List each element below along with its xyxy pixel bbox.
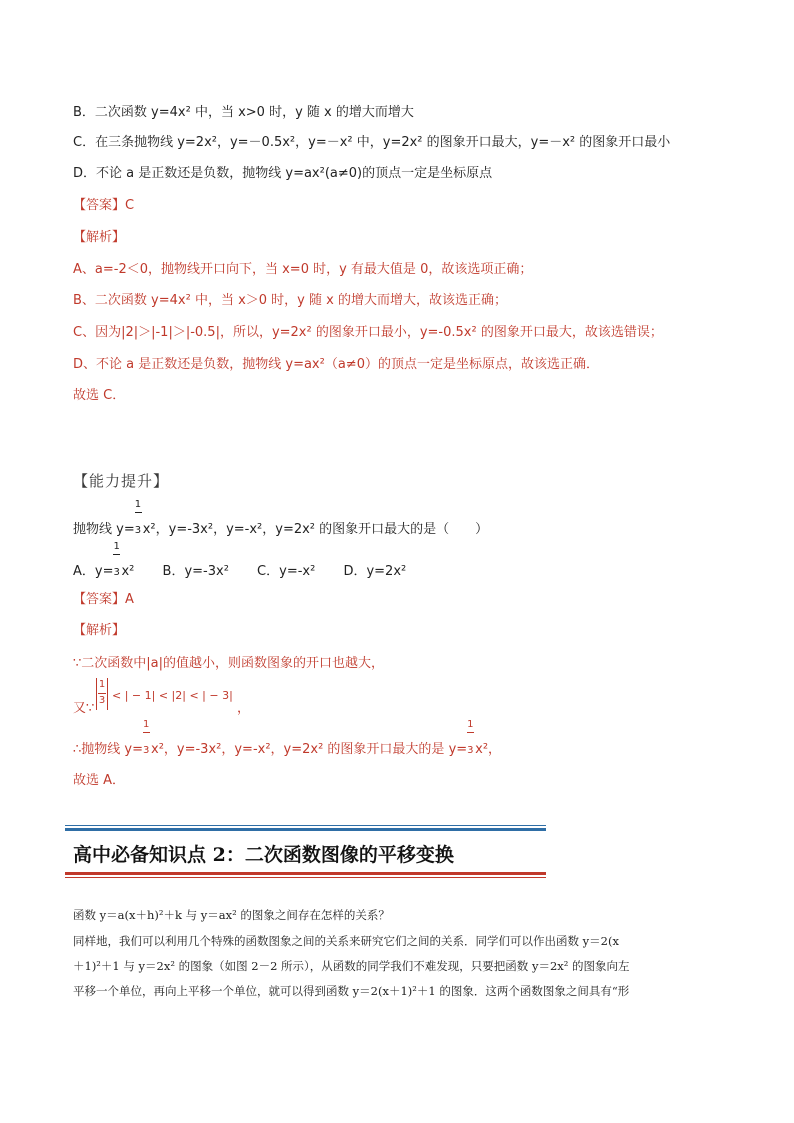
analysis1-line-b: B、二次函数 y=4x² 中，当 x＞0 时，y 随 x 的增大而增大，故该选正确； (73, 293, 507, 308)
answer2-label: 【答案】 (73, 592, 126, 607)
q2-opt-d: D．y=2x² (343, 564, 407, 579)
top-rule-thin (65, 825, 546, 826)
analysis2-line3-end: x²， (475, 742, 502, 757)
bottom-rule-thin (65, 877, 546, 878)
body-line-2: 同样地，我们可以利用几个特殊的函数图象之间的关系来研究它们之间的关系．同学们可以作出函数 y＝2(x (73, 934, 619, 948)
answer-line-2 (73, 591, 134, 609)
abs-frac-den: 3 (98, 695, 106, 706)
option-d: D．不论 a 是正数还是负数，抛物线 y=ax²(a≠0)的顶点一定是坐标原点 (73, 166, 493, 181)
q2-opt-a-fraction (113, 541, 121, 582)
a2-frac1-den: 3 (143, 745, 150, 756)
q2-opt-c: C．y=-x² (257, 564, 316, 579)
analysis-label-2: 【解析】 (73, 623, 126, 638)
q2-opt-b: B．y=-3x² (162, 564, 229, 579)
q2-stem-rest: x²，y=-3x²，y=-x²，y=2x² 的图象开口最大的是（ ） (142, 522, 489, 537)
knowledge-point-title: 高中必备知识点 2：二次函数图像的平移变换 (73, 844, 454, 866)
q2-fraction (134, 499, 143, 540)
abs-inequality: < | − 1| < |2| < | − 3| (112, 689, 233, 702)
answer-label: 【答案】 (73, 198, 126, 213)
analysis2-line-2 (73, 700, 94, 718)
a2-frac1-num: 1 (143, 719, 150, 730)
q2-stem-prefix: 抛物线 y= (73, 522, 135, 537)
analysis2-line-3 (73, 719, 502, 760)
analysis2-line2-suffix: ， (237, 701, 251, 716)
answer2-value: A (125, 592, 134, 607)
q2-opt-a-rest: x² (121, 564, 135, 579)
bottom-rule-thick (65, 872, 546, 875)
analysis2-line-1: ∵二次函数中|a|的值越小，则函数图象的开口也越大， (73, 656, 384, 671)
analysis2-line2-prefix: 又∵ (73, 701, 95, 716)
analysis1-line-c: C、因为|2|＞|-1|＞|-0.5|，所以，y=2x² 的图象开口最小，y=-0.5x² 的图象开口最大，故该选错误； (73, 325, 663, 340)
answer-value: C (125, 198, 135, 213)
q2-opt-a-num: 1 (113, 541, 120, 552)
q2-frac-bar (135, 512, 142, 513)
analysis1-conclusion: 故选 C． (73, 388, 126, 403)
q2-frac-num: 1 (134, 499, 142, 510)
question2-stem (73, 499, 489, 540)
abs-fraction (96, 678, 108, 710)
body-line-1: 函数 y＝a(x＋h)²＋k 与 y＝ax² 的图象之间存在怎样的关系？ (73, 908, 390, 922)
q2-frac-den: 3 (134, 525, 142, 536)
analysis1-line-d: D、不论 a 是正数还是负数，抛物线 y=ax²（a≠0）的顶点一定是坐标原点，故该选正确． (73, 357, 599, 372)
option-c: C．在三条抛物线 y=2x²，y=－0.5x²，y=－x² 中，y=2x² 的图象开口最大，y=－x² 的图象开口最小 (73, 135, 671, 150)
body-line-4: 平移一个单位，再向上平移一个单位，就可以得到函数 y＝2(x＋1)²＋1 的图象．这两个函数图象之间具有“形 (73, 984, 630, 998)
analysis1-line-a: A、a=-2＜0，抛物线开口向下，当 x=0 时，y 有最大值是 0，故该选项正确； (73, 262, 533, 277)
a2-frac1-bar (143, 732, 150, 733)
answer-line-1 (73, 197, 134, 215)
section-title: 【能力提升】 (73, 472, 170, 490)
body-line-3: ＋1)²＋1 与 y＝2x² 的图象（如图 2－2 所示），从函数的同学我们不难发现，只要把函数 y＝2x² 的图象向左 (73, 959, 630, 973)
a2-frac2-den: 3 (467, 745, 474, 756)
analysis2-line3-prefix: ∴抛物线 y= (73, 742, 143, 757)
q2-opt-a-bar (113, 554, 120, 555)
a2-frac2-bar (467, 732, 474, 733)
a2-fraction-1 (143, 719, 151, 760)
analysis2-line3-mid: x²，y=-3x²，y=-x²，y=2x² 的图象开口最大的是 y= (151, 742, 468, 757)
q2-opt-a-den: 3 (113, 567, 120, 578)
option-b: B．二次函数 y=4x² 中，当 x>0 时，y 随 x 的增大而增大 (73, 105, 414, 120)
analysis-label-1: 【解析】 (73, 230, 126, 245)
q2-opt-a-prefix: A．y= (73, 564, 114, 579)
a2-frac2-num: 1 (467, 719, 474, 730)
question2-options (73, 541, 407, 582)
top-rule-thick (65, 828, 546, 831)
abs-frac-num: 1 (98, 679, 106, 690)
analysis2-conclusion: 故选 A． (73, 773, 126, 788)
a2-fraction-2 (467, 719, 475, 760)
